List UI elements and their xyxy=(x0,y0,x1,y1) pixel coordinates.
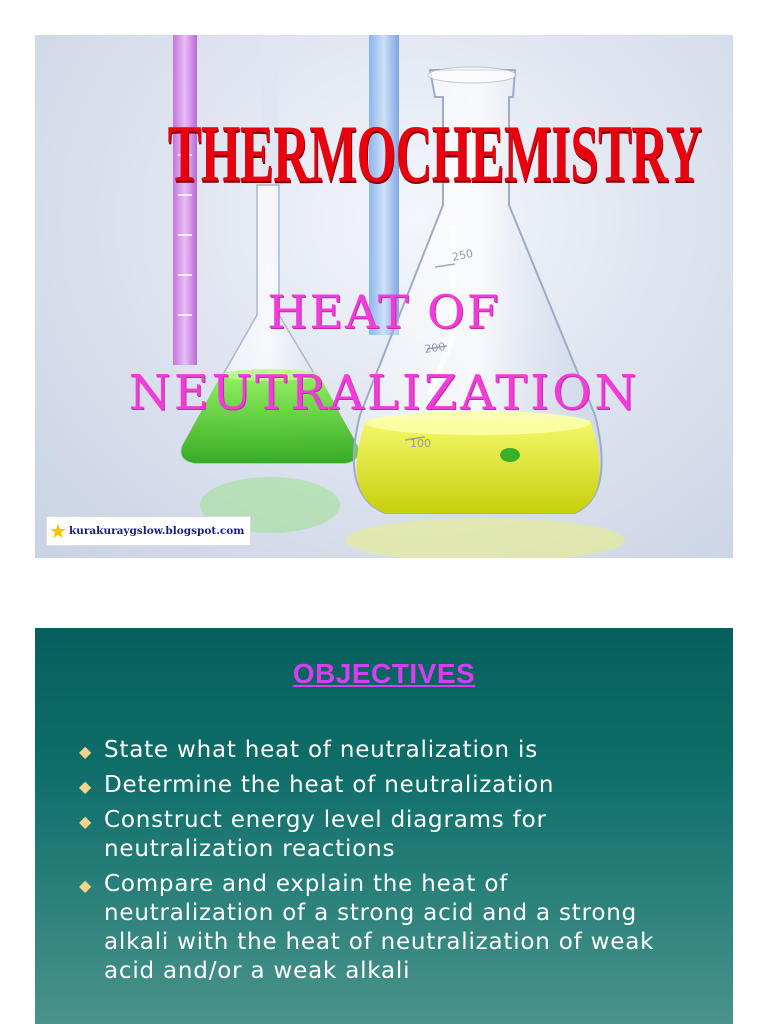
diamond-bullet-icon: ◆ xyxy=(79,812,93,831)
list-item: ◆ Determine the heat of neutralization xyxy=(79,771,679,800)
list-item: ◆ Compare and explain the heat of neutralization of a strong acid and a strong alkali with the heat of neutralization of weak acid and/or a weak alkali xyxy=(79,871,655,984)
blog-url: kurakuraygslow.blogspot.com xyxy=(68,525,245,537)
diamond-bullet-icon: ◆ xyxy=(79,742,93,761)
objectives-list xyxy=(79,736,679,992)
slide-title: THERMOCHEMISTRY xyxy=(167,108,702,199)
list-item: ◆ State what heat of neutralization is xyxy=(79,736,679,765)
title-slide xyxy=(35,35,733,558)
subtitle-line-2: NEUTRALIZATION xyxy=(128,365,640,421)
objectives-slide xyxy=(35,628,733,1024)
mark-250: 250 xyxy=(450,246,475,264)
objectives-heading: OBJECTIVES xyxy=(292,658,476,689)
subtitle-line-1: HEAT OF xyxy=(267,285,501,339)
mark-200: 200 xyxy=(423,340,447,356)
diamond-bullet-icon: ◆ xyxy=(79,777,93,796)
list-item: ◆ Construct energy level diagrams for neutralization reactions xyxy=(79,807,547,862)
diamond-bullet-icon: ◆ xyxy=(79,876,93,895)
mark-100: 100 xyxy=(410,437,431,450)
blog-watermark xyxy=(46,516,251,546)
star-icon: ★ xyxy=(49,519,67,543)
